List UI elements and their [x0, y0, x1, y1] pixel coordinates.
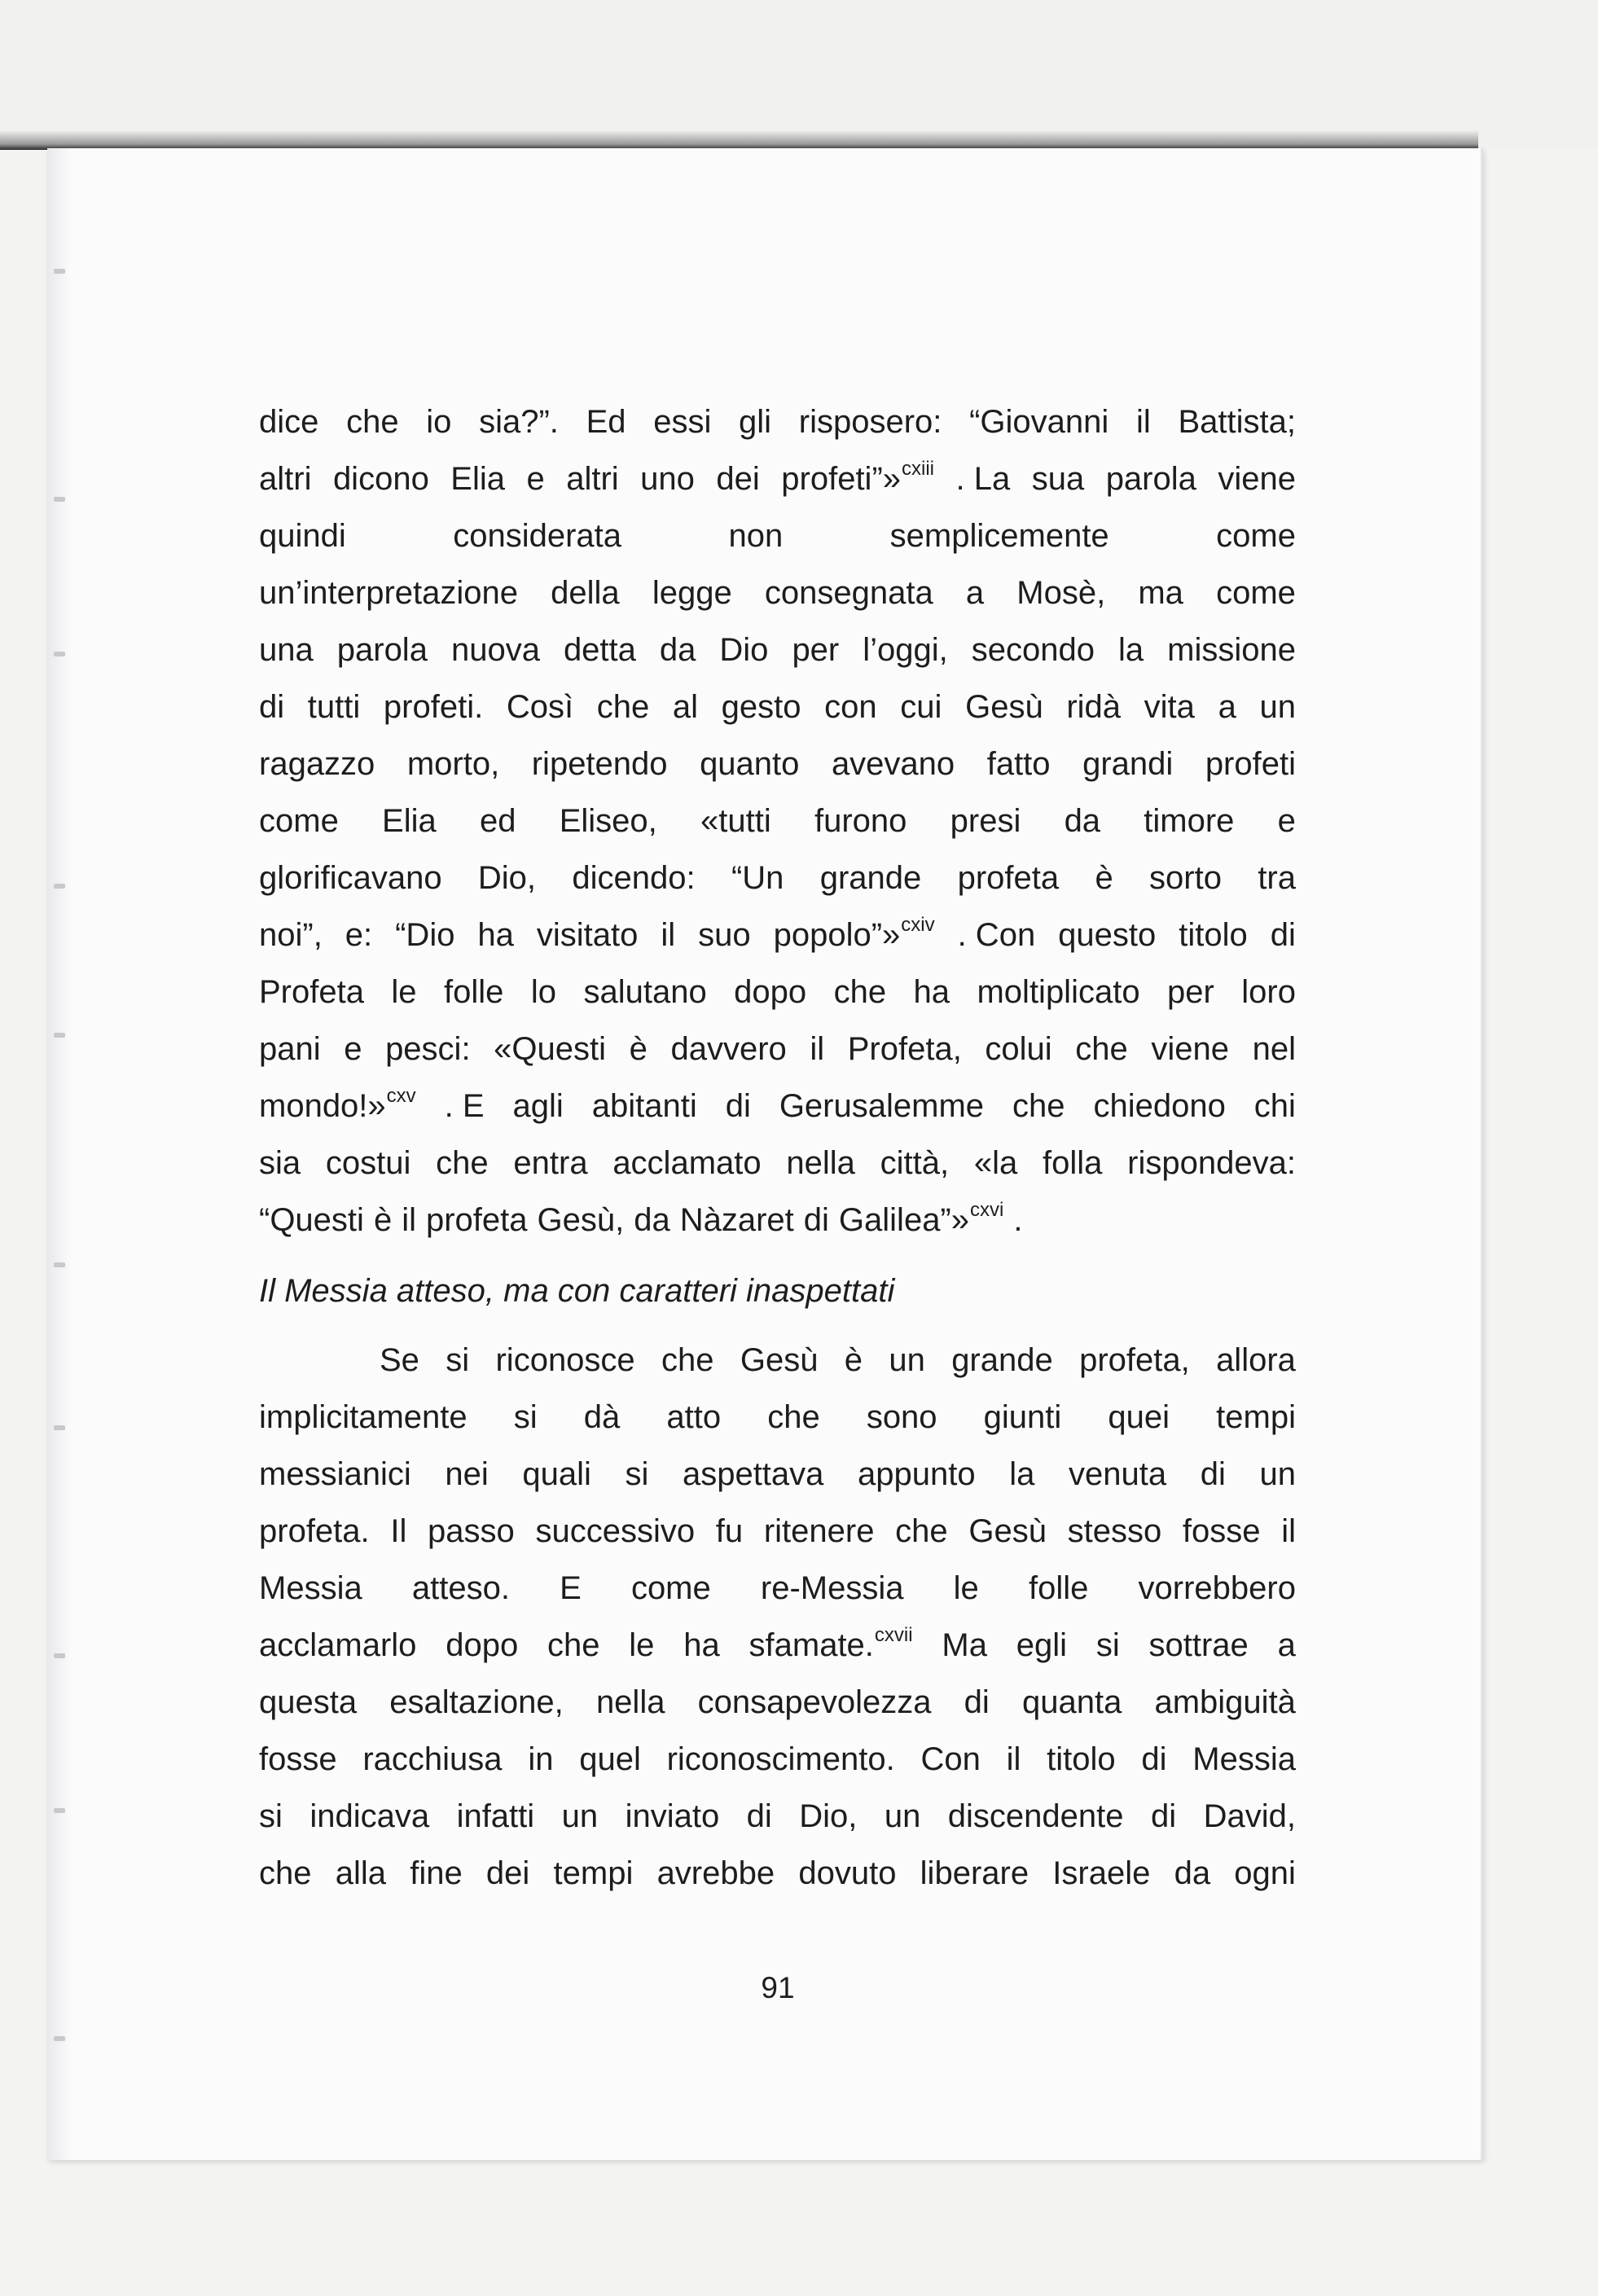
word: Elia	[382, 803, 437, 839]
word: e	[1277, 803, 1296, 839]
word: tra	[1258, 860, 1296, 896]
word: che	[1075, 1031, 1128, 1067]
footnote-marker: cxvi	[970, 1198, 1004, 1221]
word: messianici	[259, 1456, 411, 1492]
word: il	[810, 1031, 825, 1067]
word: la	[1009, 1456, 1035, 1492]
word: Gesù	[968, 1513, 1047, 1549]
word: ha	[477, 917, 514, 953]
word: un	[1259, 689, 1296, 725]
word: profeta	[425, 1202, 528, 1238]
word: Dio	[719, 632, 769, 668]
word: ritenere	[763, 1513, 875, 1549]
word: furono	[814, 803, 907, 839]
word: morto,	[406, 746, 500, 782]
word: indicava	[310, 1798, 430, 1834]
page-text	[259, 393, 1296, 1902]
word: costui	[325, 1145, 411, 1181]
word: considerata	[453, 518, 622, 554]
text-line	[259, 1021, 1296, 1078]
word: dice	[259, 404, 319, 440]
word: passo	[428, 1513, 515, 1549]
word: timore	[1144, 803, 1235, 839]
word: popolo”»$^{cxiv}$	[773, 913, 935, 953]
word: altri	[259, 461, 312, 497]
binding-stitch	[54, 1262, 65, 1267]
word: come	[630, 1570, 711, 1606]
word: a	[1218, 689, 1236, 725]
word: acclamato	[612, 1145, 762, 1181]
word: dopo	[446, 1627, 519, 1663]
word: fu	[715, 1513, 744, 1549]
text-line	[259, 1135, 1296, 1192]
word: titolo	[1179, 917, 1248, 953]
word: «tutti	[700, 803, 771, 839]
word: si	[625, 1456, 649, 1492]
word: Il	[390, 1513, 407, 1549]
word: dicono	[332, 461, 429, 497]
word: Gerusalemme	[779, 1088, 985, 1124]
word: “Questi	[259, 1202, 364, 1238]
word: Profeta	[259, 974, 364, 1010]
word: consapevolezza	[697, 1684, 932, 1720]
word: le	[629, 1627, 655, 1663]
word: di	[1150, 1798, 1177, 1834]
word: come	[1216, 518, 1296, 554]
word: che	[661, 1342, 714, 1378]
text-line	[259, 735, 1296, 792]
text-line	[259, 1845, 1296, 1902]
word: quel	[579, 1741, 641, 1777]
text-line	[259, 964, 1296, 1021]
word: implicitamente	[259, 1399, 468, 1435]
word: nel	[1252, 1031, 1296, 1067]
word: consegnata	[764, 575, 933, 611]
word: sfamate.$^{cxvii}$	[749, 1623, 913, 1663]
word: questo	[1058, 917, 1157, 953]
word: E	[560, 1570, 582, 1606]
word: . Con	[957, 917, 1036, 953]
text-line	[259, 792, 1296, 849]
word: dopo	[734, 974, 807, 1010]
binding-stitch	[54, 652, 65, 656]
word: che	[767, 1399, 820, 1435]
word: esaltazione,	[389, 1684, 564, 1720]
word: un	[1259, 1456, 1296, 1492]
word: fatto	[986, 746, 1051, 782]
binding-stitch	[54, 497, 65, 502]
word: Eliseo,	[559, 803, 657, 839]
word: profeti.	[383, 689, 484, 725]
word: viene	[1151, 1031, 1229, 1067]
word: è	[373, 1202, 393, 1238]
word: che	[1012, 1088, 1065, 1124]
word: stesso	[1067, 1513, 1162, 1549]
word: ha	[683, 1627, 720, 1663]
word: acclamarlo	[259, 1627, 417, 1663]
word: la	[1118, 632, 1144, 668]
word: visitato	[536, 917, 639, 953]
word: aspettava	[682, 1456, 824, 1492]
word: folle	[444, 974, 504, 1010]
binding-stitch	[54, 269, 65, 274]
word: inviato	[625, 1798, 720, 1834]
page-number: 91	[761, 1971, 795, 2004]
text-line	[259, 907, 1296, 964]
word: cui	[900, 689, 942, 725]
word: quanta	[1021, 1684, 1122, 1720]
word: di	[1141, 1741, 1167, 1777]
binding-stitch	[54, 1033, 65, 1038]
word: quindi	[259, 518, 346, 554]
word: Gesù	[965, 689, 1043, 725]
word: di	[725, 1088, 751, 1124]
word: glorificavano	[259, 860, 442, 896]
text-line	[259, 450, 1296, 507]
word: le	[953, 1570, 979, 1606]
word: nei	[445, 1456, 489, 1492]
text-line	[259, 507, 1296, 564]
text-line	[259, 849, 1296, 907]
word: Gesù,	[537, 1202, 625, 1238]
word: da	[1064, 803, 1101, 839]
word: presi	[950, 803, 1021, 839]
word: in	[528, 1741, 554, 1777]
word: allora	[1216, 1342, 1296, 1378]
word: da	[659, 632, 696, 668]
word: si	[1095, 1627, 1120, 1663]
word: con	[824, 689, 877, 725]
word: sottrae	[1148, 1627, 1249, 1663]
word: tutti	[307, 689, 361, 725]
word: sia	[259, 1145, 301, 1181]
word: di	[1200, 1456, 1226, 1492]
word: città,	[880, 1145, 950, 1181]
word: si	[513, 1399, 538, 1435]
word: folla	[1043, 1145, 1103, 1181]
word: davvero	[670, 1031, 787, 1067]
paragraph-1	[259, 393, 1296, 1249]
text-line	[259, 1617, 1296, 1674]
word: a	[1277, 1627, 1296, 1663]
word: «la	[973, 1145, 1018, 1181]
word: come	[259, 803, 339, 839]
word: .	[1013, 1202, 1023, 1238]
word: quanto	[700, 746, 800, 782]
word: nella	[786, 1145, 855, 1181]
word: pesci:	[385, 1031, 471, 1067]
word: che	[346, 404, 399, 440]
word: Gesù	[740, 1342, 819, 1378]
text-line	[259, 1389, 1296, 1446]
word: questa	[259, 1684, 358, 1720]
word: è	[1095, 860, 1113, 896]
word: il	[1135, 404, 1151, 440]
word: Ma	[942, 1627, 987, 1663]
text-line	[259, 1192, 1296, 1249]
word: Israele	[1052, 1855, 1151, 1891]
word: atto	[666, 1399, 722, 1435]
word: “Dio	[395, 917, 455, 953]
word: che	[436, 1145, 489, 1181]
word: riconoscimento.	[666, 1741, 895, 1777]
word: è	[629, 1031, 648, 1067]
word: ambiguità	[1154, 1684, 1296, 1720]
word: sono	[866, 1399, 937, 1435]
word: risposero:	[798, 404, 942, 440]
text-line	[259, 1078, 1296, 1135]
word: ed	[479, 803, 516, 839]
word: un	[889, 1342, 925, 1378]
word: si	[259, 1798, 283, 1834]
word: salutano	[583, 974, 707, 1010]
word: titolo	[1047, 1741, 1116, 1777]
word: atteso.	[411, 1570, 510, 1606]
word: chiedono	[1093, 1088, 1226, 1124]
word: ogni	[1234, 1855, 1296, 1891]
word: folle	[1028, 1570, 1089, 1606]
text-line	[259, 1788, 1296, 1845]
word: lo	[530, 974, 556, 1010]
word: che	[596, 689, 650, 725]
word: entra	[513, 1145, 588, 1181]
word: come	[1216, 575, 1296, 611]
word: chi	[1253, 1088, 1296, 1124]
binding-stitch	[54, 1425, 65, 1430]
word: che	[895, 1513, 948, 1549]
word: essi	[653, 404, 712, 440]
text-line	[259, 1446, 1296, 1503]
word: Messia	[259, 1570, 362, 1606]
word: un’interpretazione	[259, 575, 518, 611]
word: racchiusa	[362, 1741, 503, 1777]
word: nuova	[450, 632, 540, 668]
word: uno	[640, 461, 695, 497]
word: di	[259, 689, 285, 725]
binding-stitch	[54, 2036, 65, 2041]
binding-stitch	[54, 884, 65, 889]
word: che	[547, 1627, 600, 1663]
word: da	[1174, 1855, 1211, 1891]
word: Galilea”»$^{cxvi}$	[838, 1198, 1004, 1238]
word: noi”,	[259, 917, 323, 953]
word: al	[672, 689, 699, 725]
word: parola	[336, 632, 428, 668]
word: rispondeva:	[1127, 1145, 1296, 1181]
word: Con	[920, 1741, 981, 1777]
word: è	[844, 1342, 863, 1378]
word: . E	[444, 1088, 485, 1124]
word: profeta,	[1079, 1342, 1190, 1378]
footnote-marker: cxiv	[901, 913, 935, 936]
word: ha	[913, 974, 950, 1010]
text-line	[259, 1560, 1296, 1617]
word: dei	[716, 461, 760, 497]
word: e:	[345, 917, 373, 953]
word: altri	[566, 461, 619, 497]
word: semplicemente	[889, 518, 1109, 554]
word: grande	[819, 860, 922, 896]
word: liberare	[920, 1855, 1029, 1891]
word: il	[402, 1202, 416, 1238]
word: il	[661, 917, 676, 953]
word: profeta	[957, 860, 1060, 896]
footnote-marker: cxiii	[902, 457, 935, 480]
word: Mosè,	[1016, 575, 1106, 611]
word: successivo	[535, 1513, 696, 1549]
word: io	[426, 404, 452, 440]
word: nella	[595, 1684, 665, 1720]
word: loro	[1241, 974, 1296, 1010]
word: dicendo:	[572, 860, 696, 896]
word: che	[259, 1855, 312, 1891]
word: Dio,	[477, 860, 537, 896]
footnote-marker: cxv	[386, 1084, 416, 1107]
word: Nàzaret	[679, 1202, 794, 1238]
word: grande	[951, 1342, 1053, 1378]
word: per	[1167, 974, 1214, 1010]
word: l’oggi,	[863, 632, 948, 668]
word: agli	[512, 1088, 564, 1124]
word: Così	[506, 689, 574, 725]
word: missione	[1167, 632, 1296, 668]
word: che	[833, 974, 887, 1010]
word: di	[964, 1684, 990, 1720]
word: e	[344, 1031, 362, 1067]
text-line	[259, 621, 1296, 678]
word: da	[634, 1202, 670, 1238]
text-line	[259, 564, 1296, 621]
word: riconosce	[495, 1342, 635, 1378]
word: infatti	[456, 1798, 535, 1834]
word: moltiplicato	[977, 974, 1140, 1010]
section-heading: Il Messia atteso, ma con caratteri inaspettati	[259, 1273, 895, 1309]
word: di	[746, 1798, 772, 1834]
word: gli	[739, 404, 772, 440]
word: profeta.	[259, 1513, 370, 1549]
word: Messia	[1192, 1741, 1296, 1777]
word: di	[1270, 917, 1296, 953]
word: grandi	[1082, 746, 1174, 782]
word: sorto	[1149, 860, 1222, 896]
word: colui	[985, 1031, 1052, 1067]
word: si	[446, 1342, 470, 1378]
text-line	[259, 1731, 1296, 1788]
word: sua	[1031, 461, 1085, 497]
text-line	[259, 1503, 1296, 1560]
word: Profeta,	[847, 1031, 962, 1067]
word: della	[551, 575, 620, 611]
binding-stitch	[54, 1653, 65, 1658]
word: secondo	[971, 632, 1095, 668]
word: viene	[1218, 461, 1296, 497]
word: avrebbe	[656, 1855, 775, 1891]
word: Elia	[450, 461, 505, 497]
word: profeti	[1205, 746, 1296, 782]
text-line	[259, 1674, 1296, 1731]
word: mondo!»$^{cxv}$	[259, 1084, 416, 1124]
word: sia?”.	[479, 404, 559, 440]
word: dà	[583, 1399, 621, 1435]
word: fine	[410, 1855, 463, 1891]
word: le	[391, 974, 417, 1010]
word: ma	[1138, 575, 1183, 611]
word: un	[561, 1798, 599, 1834]
word: tempi	[1216, 1399, 1296, 1435]
word: David,	[1203, 1798, 1296, 1834]
word: vita	[1144, 689, 1195, 725]
word: Se	[380, 1342, 419, 1378]
word: abitanti	[591, 1088, 697, 1124]
text-line	[259, 1332, 1296, 1389]
word: vorrebbero	[1138, 1570, 1296, 1606]
word: «Questi	[494, 1031, 607, 1067]
word: una	[259, 632, 314, 668]
word: un	[884, 1798, 921, 1834]
word: per	[792, 632, 840, 668]
word: . La	[955, 461, 1011, 497]
page-top-shadow	[0, 130, 1478, 150]
word: ridà	[1066, 689, 1122, 725]
word: non	[728, 518, 784, 554]
word: discendente	[947, 1798, 1124, 1834]
word: legge	[652, 575, 732, 611]
word: appunto	[858, 1456, 976, 1492]
word: e	[526, 461, 545, 497]
word: “Un	[731, 860, 784, 896]
word: quali	[522, 1456, 591, 1492]
word: dei	[485, 1855, 530, 1891]
word: alla	[335, 1855, 386, 1891]
word: Battista;	[1178, 404, 1296, 440]
word: Ed	[586, 404, 626, 440]
word: suo	[698, 917, 751, 953]
word: re-Messia	[760, 1570, 904, 1606]
word: profeti”»$^{cxiii}$	[781, 457, 935, 497]
word: quei	[1108, 1399, 1170, 1435]
word: venuta	[1068, 1456, 1167, 1492]
word: a	[965, 575, 985, 611]
word: giunti	[983, 1399, 1062, 1435]
word: fosse	[259, 1741, 337, 1777]
footnote-marker: cxvii	[874, 1623, 913, 1646]
word: il	[1281, 1513, 1296, 1549]
word: pani	[259, 1031, 321, 1067]
word: parola	[1105, 461, 1196, 497]
binding-stitch	[54, 1808, 65, 1813]
word: “Giovanni	[969, 404, 1109, 440]
word: di	[803, 1202, 829, 1238]
word: ripetendo	[531, 746, 668, 782]
word: ragazzo	[259, 746, 375, 782]
word: tempi	[553, 1855, 634, 1891]
word: il	[1006, 1741, 1021, 1777]
text-line	[259, 393, 1296, 450]
word: Dio,	[799, 1798, 858, 1834]
paragraph-2	[259, 1332, 1296, 1902]
text-line	[259, 678, 1296, 735]
word: detta	[563, 632, 636, 668]
word: egli	[1016, 1627, 1068, 1663]
word: dovuto	[798, 1855, 897, 1891]
binding-gutter	[47, 148, 72, 2160]
word: avevano	[831, 746, 955, 782]
scan-background	[0, 0, 1598, 148]
word: gesto	[721, 689, 801, 725]
word: fosse	[1182, 1513, 1261, 1549]
